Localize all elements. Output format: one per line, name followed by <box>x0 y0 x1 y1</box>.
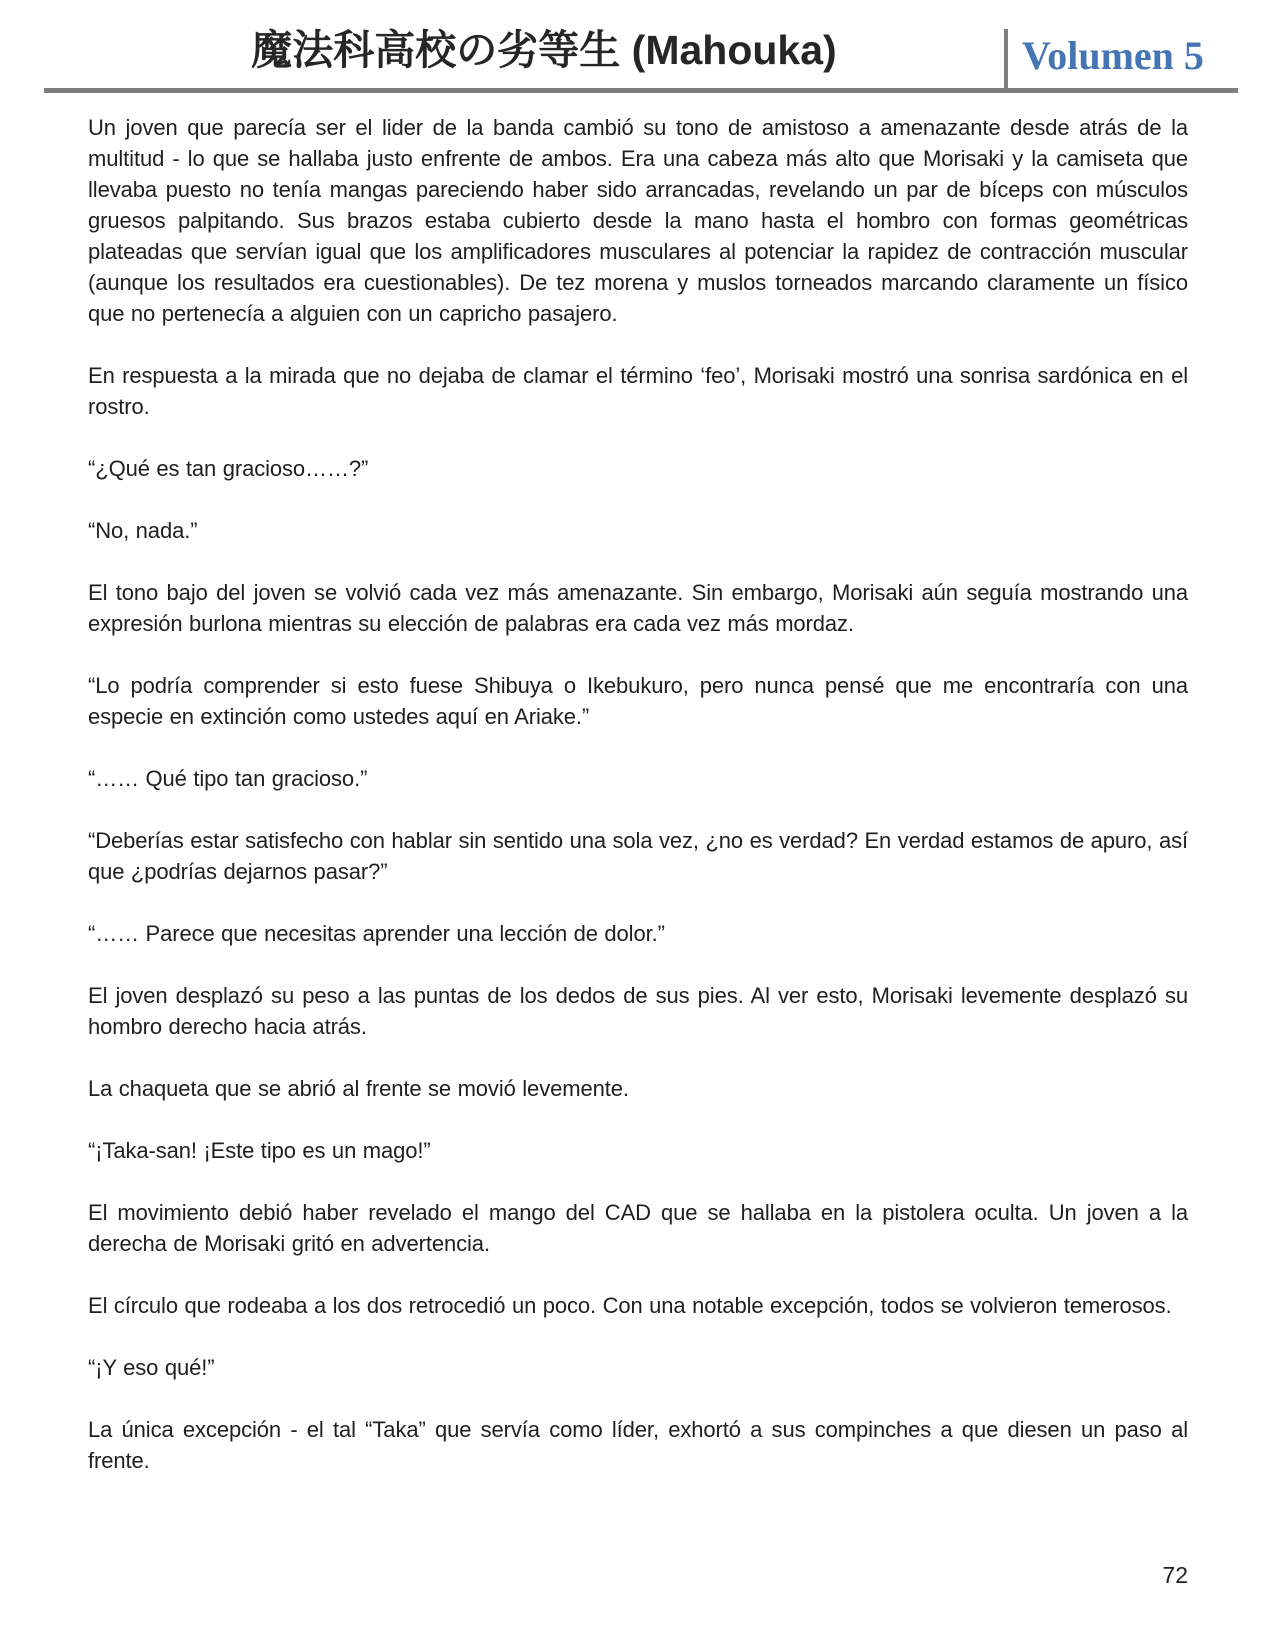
paragraph: La única excepción - el tal “Taka” que servía como líder, exhortó a sus compinches a que diesen un paso al frente. <box>88 1417 1188 1473</box>
paragraph: Un joven que parecía ser el lider de la banda cambió su tono de amistoso a amenazante desde atrás de la multitud - lo que se hallaba justo enfrente de ambos. Era una cabeza más alto que Morisaki y la camiseta que llevaba puesto no tenía mangas pareciendo haber sido arrancadas, revelando un par de bíceps con músculos gruesos palpitando. Sus brazos estaba cubierto desde la mano hasta el hombro con formas geométricas plateadas que servían igual que los amplificadores musculares al potenciar la rapidez de contracción muscular (aunque los resultados era cuestionables). De tez morena y muslos torneados marcando claramente un físico que no pertenecía a alguien con un capricho pasajero. <box>88 115 1188 326</box>
paragraph: En respuesta a la mirada que no dejaba de clamar el término ‘feo’, Morisaki mostró una sonrisa sardónica en el rostro. <box>88 363 1188 419</box>
paragraph: El joven desplazó su peso a las puntas de los dedos de sus pies. Al ver esto, Morisaki levemente desplazó su hombro derecho hacia atrás. <box>88 983 1188 1039</box>
paragraph: La chaqueta que se abrió al frente se movió levemente. <box>88 1076 629 1101</box>
paragraph: El tono bajo del joven se volvió cada vez más amenazante. Sin embargo, Morisaki aún seguía mostrando una expresión burlona mientras su elección de palabras era cada vez más mordaz. <box>88 580 1188 636</box>
header-rule <box>44 88 1238 93</box>
paragraph: “…… Qué tipo tan gracioso.” <box>88 766 368 791</box>
paragraph: “Deberías estar satisfecho con hablar sin sentido una sola vez, ¿no es verdad? En verdad estamos de apuro, así que ¿podrías dejarnos pasar?” <box>88 828 1188 884</box>
header-vertical-divider <box>1004 29 1008 91</box>
page-number: 72 <box>1162 1562 1188 1588</box>
paragraph: “¡Y eso qué!” <box>88 1355 215 1380</box>
document-title: 魔法科高校の劣等生 (Mahouka) <box>251 27 837 73</box>
paragraph: “…… Parece que necesitas aprender una lección de dolor.” <box>88 921 665 946</box>
paragraph: “No, nada.” <box>88 518 198 543</box>
body-text <box>88 112 1188 1507</box>
paragraph: “¡Taka-san! ¡Este tipo es un mago!” <box>88 1138 431 1163</box>
paragraph: “Lo podría comprender si esto fuese Shibuya o Ikebukuro, pero nunca pensé que me encontraría con una especie en extinción como ustedes aquí en Ariake.” <box>88 673 1188 729</box>
paragraph: El movimiento debió haber revelado el mango del CAD que se hallaba en la pistolera oculta. Un joven a la derecha de Morisaki gritó en advertencia. <box>88 1200 1188 1256</box>
paragraph: “¿Qué es tan gracioso……?” <box>88 456 369 481</box>
paragraph: El círculo que rodeaba a los dos retrocedió un poco. Con una notable excepción, todos se volvieron temerosos. <box>88 1293 1172 1318</box>
volume-label: Volumen 5 <box>1022 33 1204 78</box>
